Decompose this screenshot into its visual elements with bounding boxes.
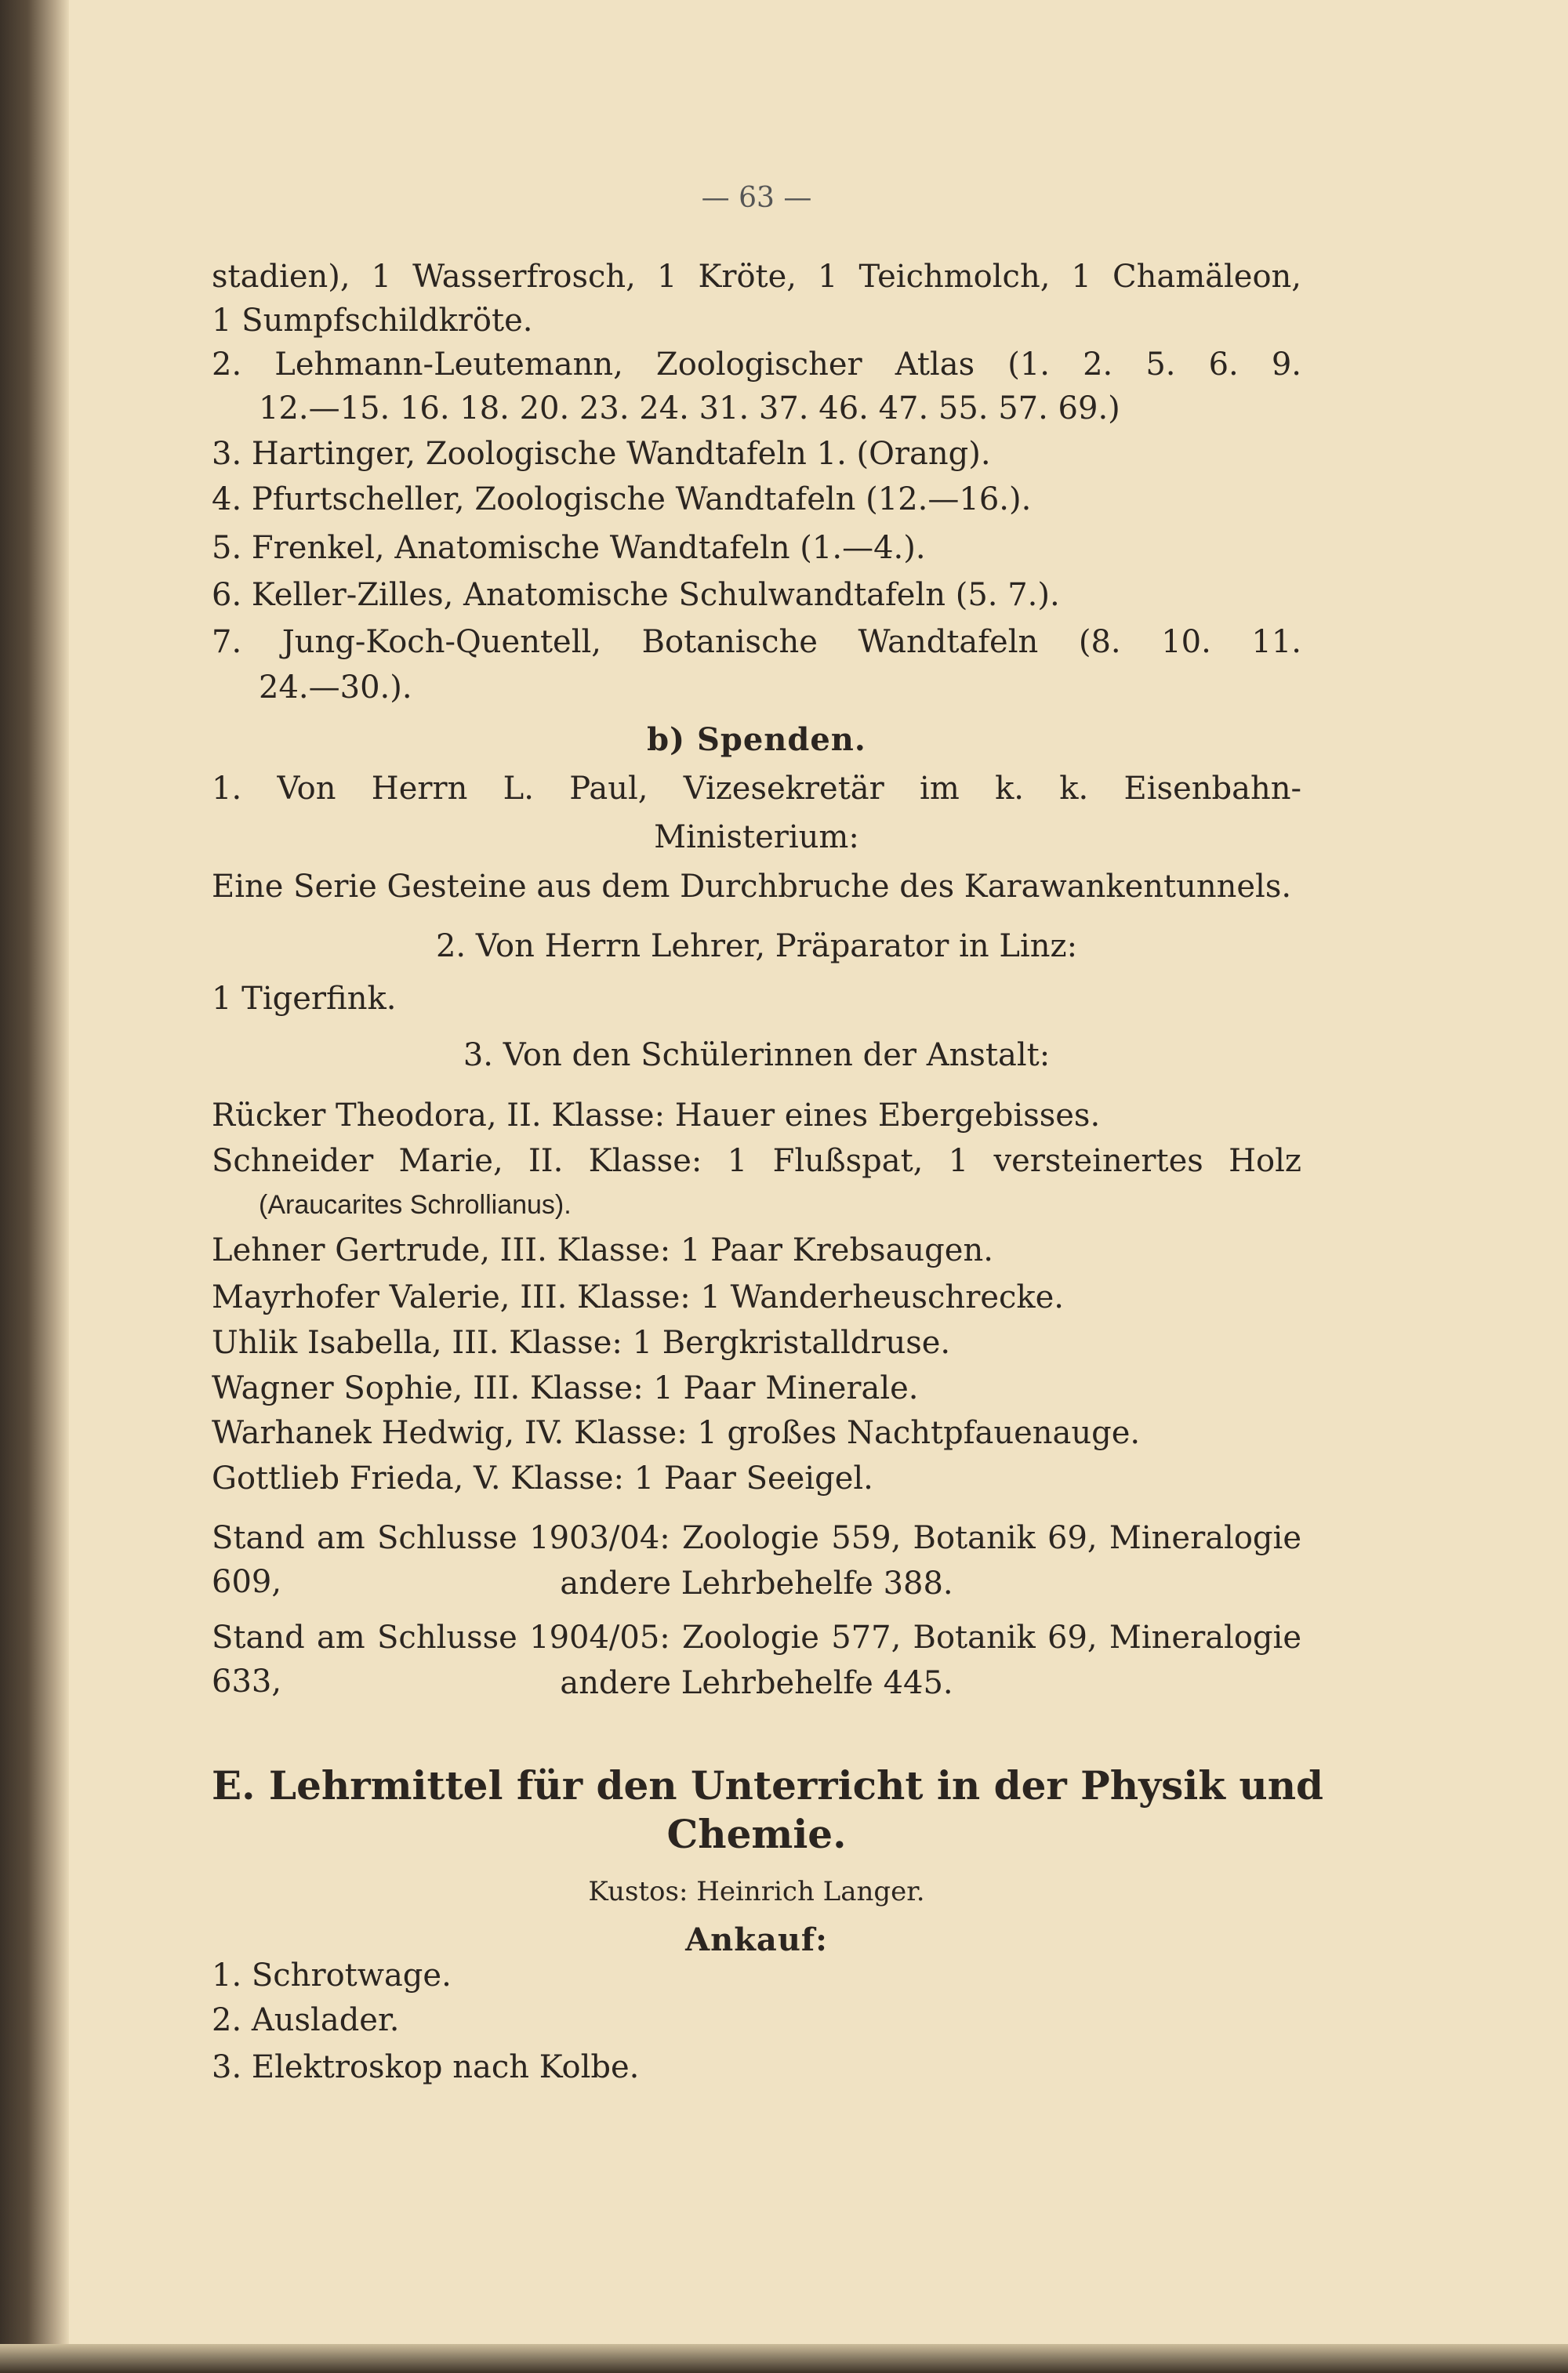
list-item: 3. Hartinger, Zoologische Wandtafeln 1. (Orang). [212, 436, 991, 472]
curator-line: Kustos: Heinrich Langer. [588, 1876, 925, 1907]
donor-line: Ministerium: [654, 819, 859, 855]
donor-line: 3. Von den Schülerinnen der Anstalt: [463, 1037, 1051, 1073]
text-line: stadien), 1 Wasserfrosch, 1 Kröte, 1 Teichmolch, 1 Chamäleon, [212, 259, 1301, 295]
section-heading: Chemie. [666, 1811, 847, 1857]
student-entry: Mayrhofer Valerie, III. Klasse: 1 Wanderheuschrecke. [212, 1279, 1065, 1315]
student-entry: Warhanek Hedwig, IV. Klasse: 1 großes Nachtpfauenauge. [212, 1415, 1141, 1451]
text-line: 12.—15. 16. 18. 20. 23. 24. 31. 37. 46. 47. 55. 57. 69.) [259, 390, 1120, 426]
student-entry: (Araucarites Schrollianus). [259, 1190, 572, 1220]
subsection-heading: Ankauf: [685, 1921, 828, 1958]
donor-line: 1. Von Herrn L. Paul, Vizesekretär im k. k. Eisenbahn- [212, 771, 1301, 807]
page-bottom-edge [0, 2344, 1568, 2373]
subsection-heading: b) Spenden. [647, 721, 866, 758]
student-entry: Rücker Theodora, II. Klasse: Hauer eines Ebergebisses. [212, 1098, 1101, 1134]
section-heading: E. Lehrmittel für den Unterricht in der Physik und [212, 1762, 1324, 1809]
book-binding [0, 0, 69, 2373]
student-entry: Uhlik Isabella, III. Klasse: 1 Bergkristalldruse. [212, 1325, 951, 1361]
page-number: — 63 — [701, 182, 812, 214]
collection-status: Stand am Schlusse 1903/04: Zoologie 559, Botanik 69, Mineralogie 609, [212, 1520, 1301, 1600]
collection-status: andere Lehrbehelfe 388. [560, 1566, 953, 1602]
donation-item: 1 Tigerfink. [212, 981, 397, 1017]
text-line: 24.—30.). [259, 669, 412, 706]
collection-status: andere Lehrbehelfe 445. [560, 1665, 953, 1701]
student-entry: Lehner Gertrude, III. Klasse: 1 Paar Krebsaugen. [212, 1232, 993, 1268]
collection-status: Stand am Schlusse 1904/05: Zoologie 577, Botanik 69, Mineralogie 633, [212, 1620, 1301, 1700]
list-item: 3. Elektroskop nach Kolbe. [212, 2049, 640, 2085]
list-item: 1. Schrotwage. [212, 1958, 452, 1994]
donation-item: Eine Serie Gesteine aus dem Durchbruche des Karawankentunnels. [212, 869, 1292, 905]
list-item: 7. Jung-Koch-Quentell, Botanische Wandtafeln (8. 10. 11. [212, 624, 1301, 660]
list-item: 2. Auslader. [212, 2002, 400, 2038]
text-line: 1 Sumpfschildkröte. [212, 303, 533, 339]
list-item: 6. Keller-Zilles, Anatomische Schulwandtafeln (5. 7.). [212, 577, 1060, 613]
donor-line: 2. Von Herrn Lehrer, Präparator in Linz: [435, 928, 1078, 964]
student-entry: Wagner Sophie, III. Klasse: 1 Paar Minerale. [212, 1370, 919, 1406]
list-item: 4. Pfurtscheller, Zoologische Wandtafeln (12.—16.). [212, 481, 1032, 517]
list-item: 5. Frenkel, Anatomische Wandtafeln (1.—4.). [212, 530, 926, 566]
list-item: 2. Lehmann-Leutemann, Zoologischer Atlas (1. 2. 5. 6. 9. [212, 347, 1301, 383]
student-entry: Schneider Marie, II. Klasse: 1 Flußspat, 1 versteinertes Holz [212, 1143, 1301, 1179]
student-entry: Gottlieb Frieda, V. Klasse: 1 Paar Seeigel. [212, 1460, 873, 1497]
